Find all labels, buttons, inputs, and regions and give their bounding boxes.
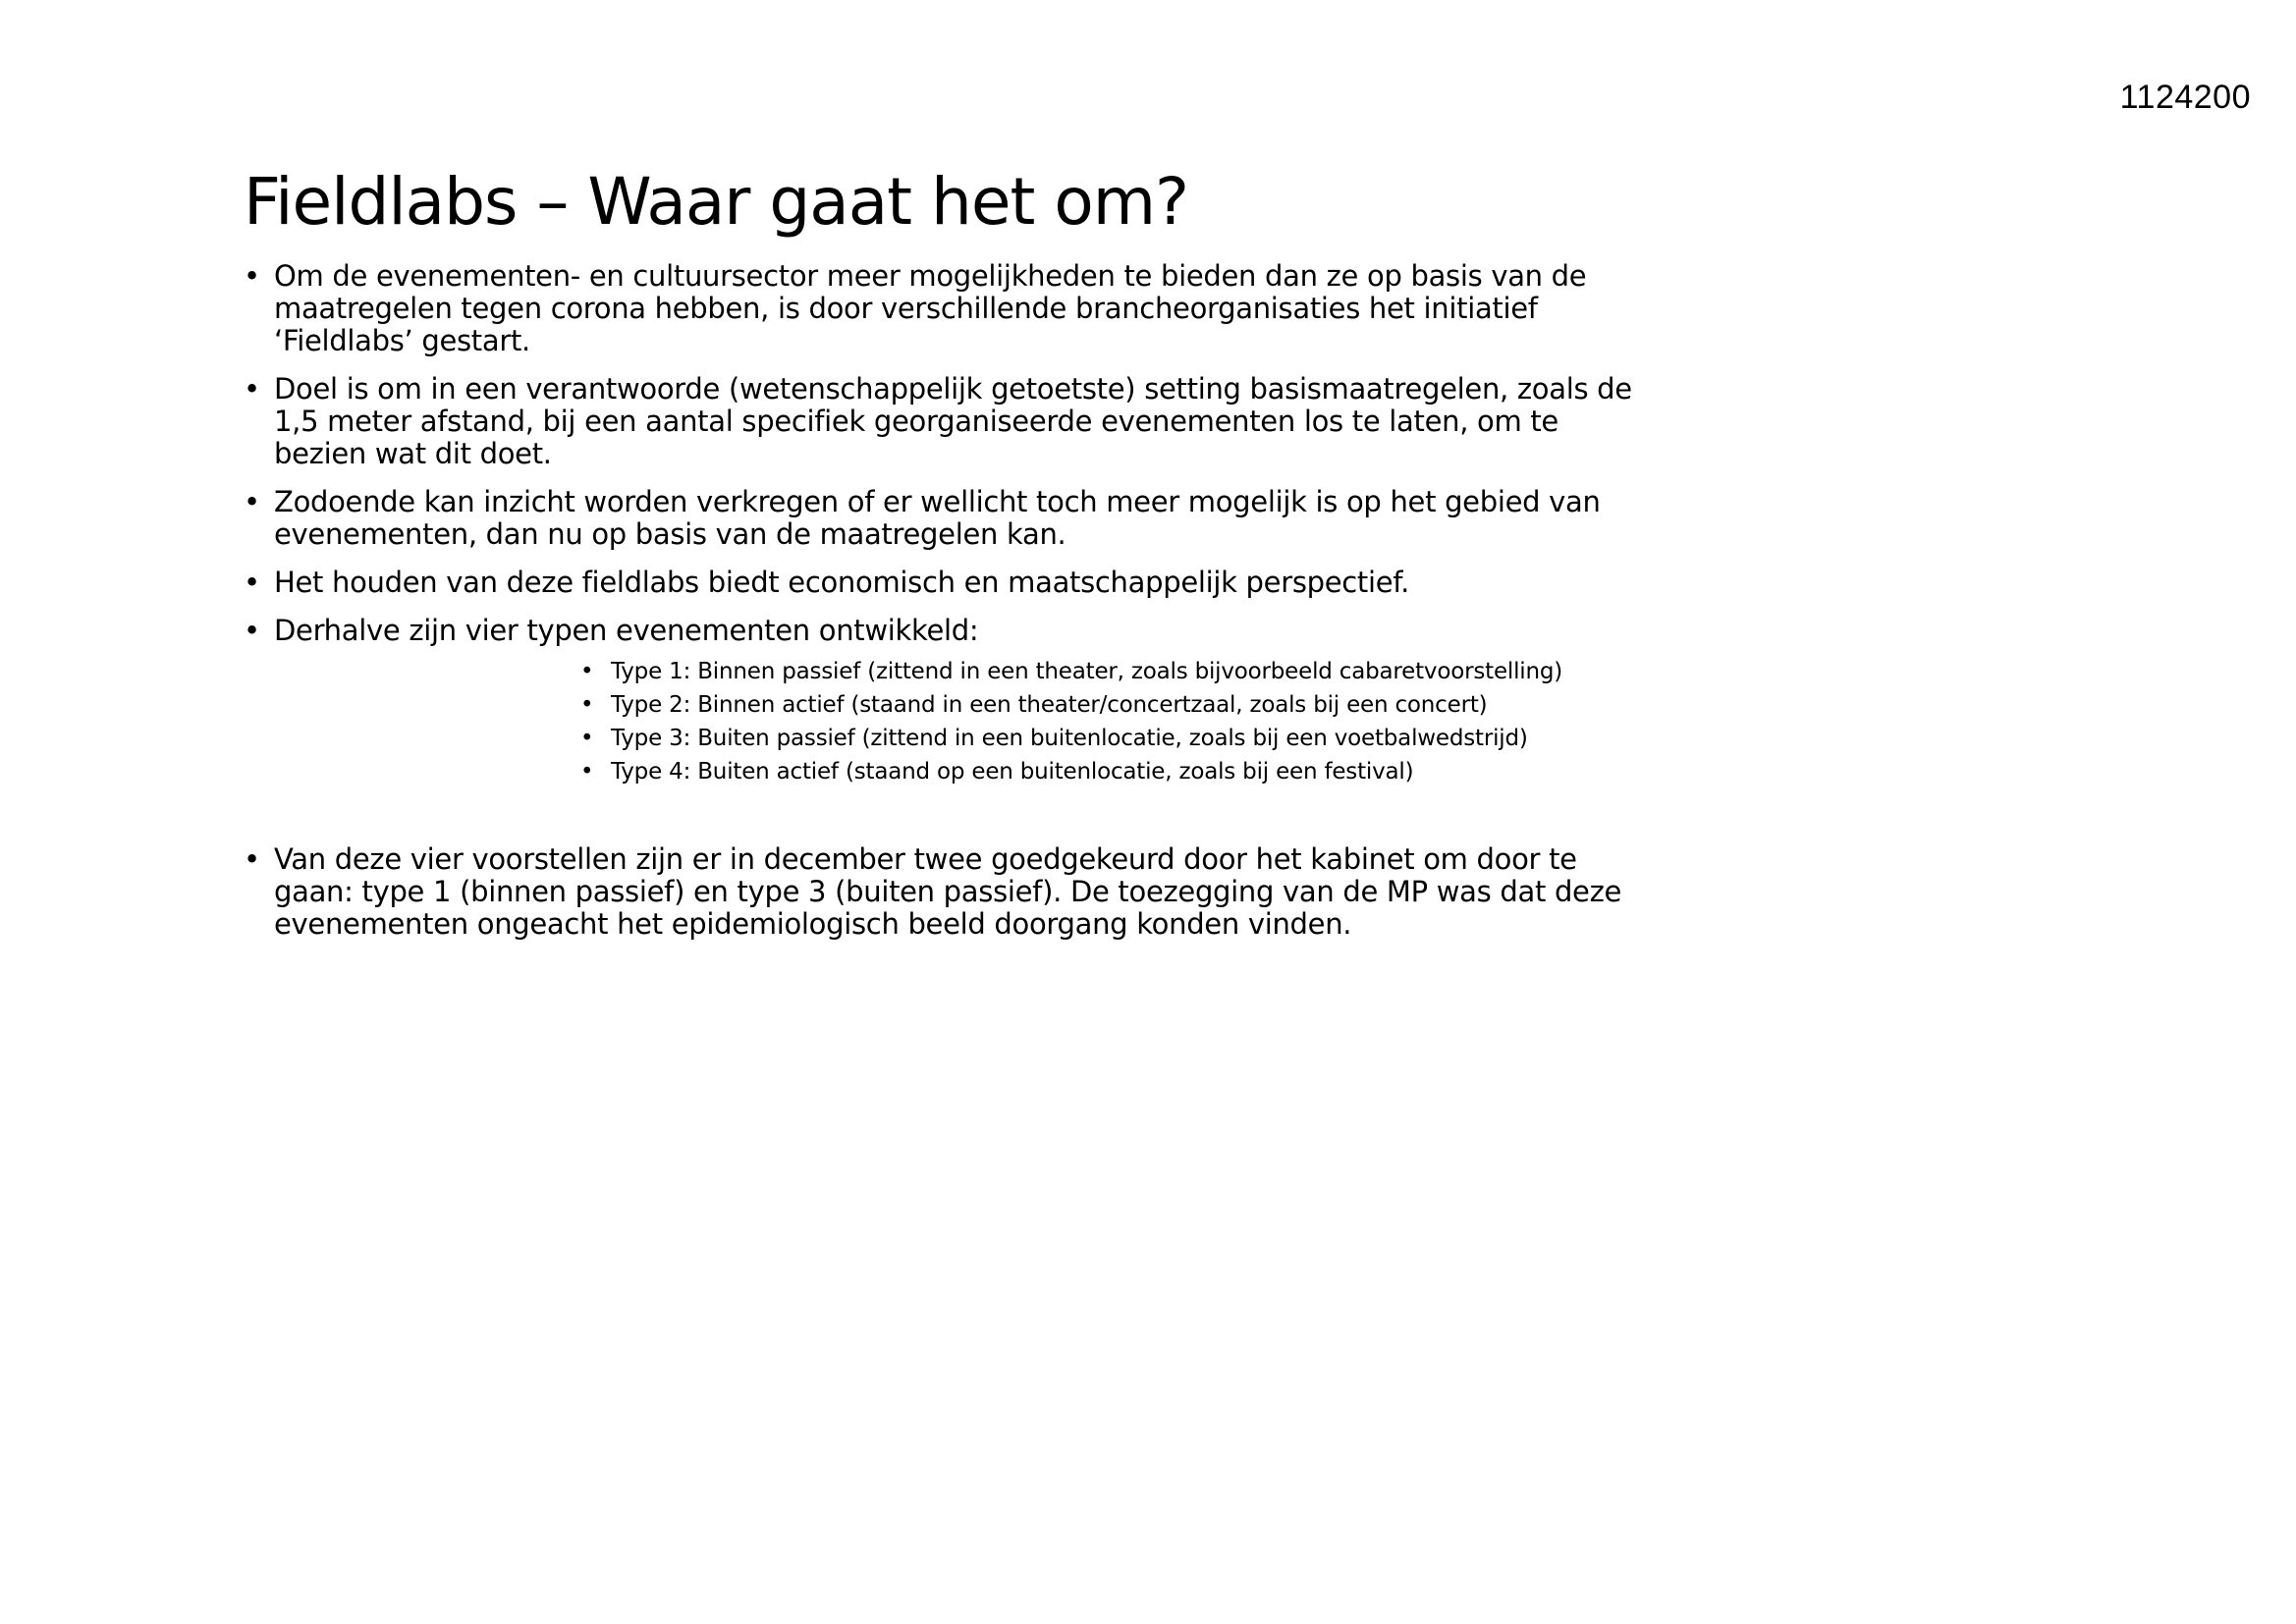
sub-bullet-item: • Type 3: Buiten passief (zittend in een buitenlocatie, zoals bij een voetbalwedstrijd)	[578, 722, 1658, 755]
bullet-item: • Het houden van deze fieldlabs biedt economisch en maatschappelijk perspectief.	[244, 567, 1658, 599]
document-number: 1124200	[2119, 79, 2251, 116]
sub-bullet-item: • Type 1: Binnen passief (zittend in een theater, zoals bijvoorbeeld cabaretvoorstelling)	[578, 655, 1658, 688]
slide-title: Fieldlabs – Waar gaat het om?	[244, 164, 1189, 240]
bullet-item: • Doel is om in een verantwoorde (wetenschappelijk getoetste) setting basismaatregelen, zoals de 1,5 meter afstand, bij een aantal specifiek georganiseerde evenementen los te laten, om te bezien wat dit doet.	[244, 373, 1658, 470]
sub-bullet-list	[274, 655, 1658, 788]
slide	[244, 164, 1658, 956]
bullet-list	[244, 260, 1658, 941]
bullet-item: • Om de evenementen- en cultuursector meer mogelijkheden te bieden dan ze op basis van de maatregelen tegen corona hebben, is door verschillende brancheorganisaties het initiatief ‘Fieldlabs’ gestart.	[244, 260, 1658, 357]
bullet-item-event-types	[244, 615, 1658, 788]
sub-bullet-item: • Type 4: Buiten actief (staand op een buitenlocatie, zoals bij een festival)	[578, 755, 1658, 788]
sub-bullet-item: • Type 2: Binnen actief (staand in een theater/concertzaal, zoals bij een concert)	[578, 688, 1658, 722]
bullet-text: Derhalve zijn vier typen evenementen ontwikkeld:	[274, 613, 979, 647]
bullet-item: • Zodoende kan inzicht worden verkregen of er wellicht toch meer mogelijk is op het gebied van evenementen, dan nu op basis van de maatregelen kan.	[244, 486, 1658, 551]
bullet-item: • Van deze vier voorstellen zijn er in december twee goedgekeurd door het kabinet om door te gaan: type 1 (binnen passief) en type 3 (buiten passief). De toezegging van de MP was dat deze evenementen ongeacht het epidemiologisch beeld doorgang konden vinden.	[244, 843, 1658, 941]
